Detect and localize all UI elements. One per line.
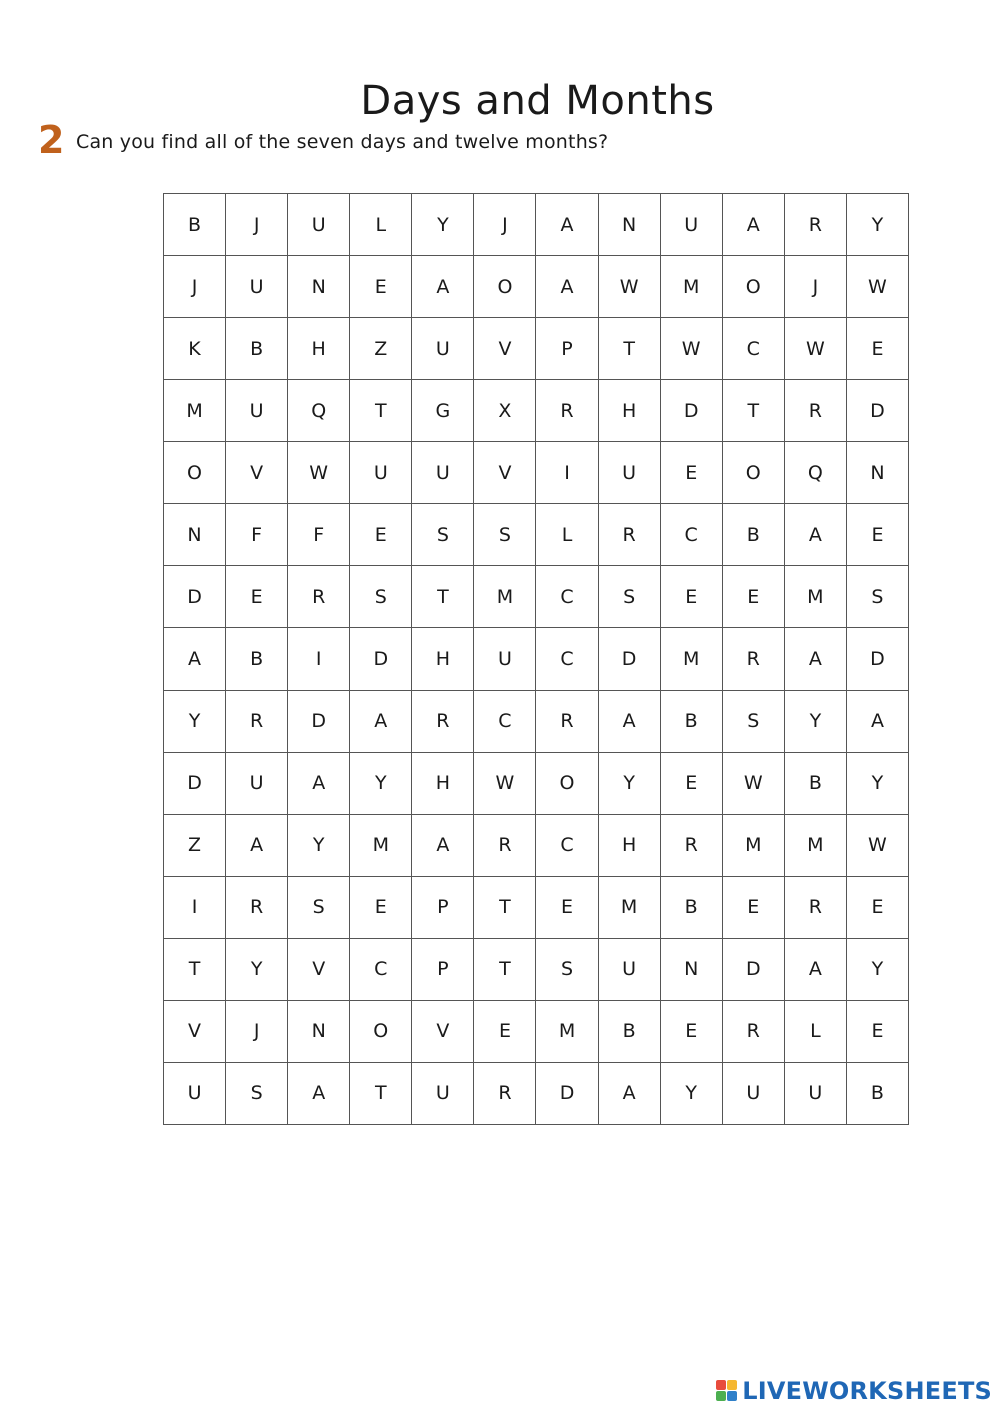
grid-cell[interactable]: U xyxy=(599,442,661,504)
grid-cell[interactable]: B xyxy=(661,877,723,939)
grid-cell[interactable]: P xyxy=(412,877,474,939)
grid-cell[interactable]: E xyxy=(847,1001,909,1063)
grid-cell[interactable]: L xyxy=(785,1001,847,1063)
grid-cell[interactable]: Y xyxy=(288,815,350,877)
grid-cell[interactable]: R xyxy=(226,877,288,939)
grid-cell[interactable]: B xyxy=(164,194,226,256)
grid-cell[interactable]: Z xyxy=(164,815,226,877)
grid-cell[interactable]: M xyxy=(785,815,847,877)
grid-cell[interactable]: I xyxy=(536,442,598,504)
grid-cell[interactable]: W xyxy=(847,256,909,318)
grid-cell[interactable]: A xyxy=(847,691,909,753)
grid-cell[interactable]: F xyxy=(226,504,288,566)
grid-cell[interactable]: A xyxy=(785,504,847,566)
grid-cell[interactable]: U xyxy=(164,1063,226,1125)
grid-cell[interactable]: U xyxy=(412,1063,474,1125)
grid-cell[interactable]: A xyxy=(288,753,350,815)
grid-cell[interactable]: J xyxy=(226,1001,288,1063)
grid-cell[interactable]: V xyxy=(226,442,288,504)
page-title: Days and Months xyxy=(360,78,715,124)
grid-cell[interactable]: U xyxy=(226,753,288,815)
grid-cell[interactable]: K xyxy=(164,318,226,380)
grid-cell[interactable]: O xyxy=(723,442,785,504)
grid-cell[interactable]: D xyxy=(599,628,661,690)
grid-cell[interactable]: Y xyxy=(847,939,909,1001)
grid-cell[interactable]: U xyxy=(661,194,723,256)
grid-cell[interactable]: X xyxy=(474,380,536,442)
grid-cell[interactable]: Q xyxy=(785,442,847,504)
grid-cell[interactable]: T xyxy=(350,380,412,442)
grid-cell[interactable]: N xyxy=(288,256,350,318)
grid-cell[interactable]: P xyxy=(412,939,474,1001)
grid-cell[interactable]: R xyxy=(661,815,723,877)
grid-cell[interactable]: A xyxy=(785,939,847,1001)
grid-cell[interactable]: A xyxy=(536,194,598,256)
grid-cell[interactable]: N xyxy=(288,1001,350,1063)
grid-cell[interactable]: V xyxy=(164,1001,226,1063)
grid-cell[interactable]: R xyxy=(536,691,598,753)
grid-cell[interactable]: Y xyxy=(661,1063,723,1125)
grid-cell[interactable]: W xyxy=(785,318,847,380)
grid-cell[interactable]: B xyxy=(226,318,288,380)
grid-cell[interactable]: O xyxy=(474,256,536,318)
grid-cell[interactable]: J xyxy=(226,194,288,256)
grid-cell[interactable]: M xyxy=(661,256,723,318)
grid-cell[interactable]: R xyxy=(226,691,288,753)
grid-cell[interactable]: V xyxy=(474,442,536,504)
grid-cell[interactable]: M xyxy=(474,566,536,628)
grid-cell[interactable]: B xyxy=(226,628,288,690)
grid-cell[interactable]: H xyxy=(599,380,661,442)
liveworksheets-logo xyxy=(716,1377,992,1405)
grid-cell[interactable]: D xyxy=(164,566,226,628)
grid-cell[interactable]: A xyxy=(723,194,785,256)
grid-cell[interactable]: T xyxy=(474,939,536,1001)
grid-cell[interactable]: Y xyxy=(350,753,412,815)
grid-cell[interactable]: B xyxy=(785,753,847,815)
grid-cell[interactable]: D xyxy=(723,939,785,1001)
grid-cell[interactable]: M xyxy=(164,380,226,442)
grid-cell[interactable]: L xyxy=(350,194,412,256)
grid-cell[interactable]: E xyxy=(661,753,723,815)
grid-cell[interactable]: M xyxy=(599,877,661,939)
grid-cell[interactable]: L xyxy=(536,504,598,566)
grid-cell[interactable]: N xyxy=(164,504,226,566)
grid-cell[interactable]: E xyxy=(723,566,785,628)
grid-cell[interactable]: R xyxy=(536,380,598,442)
grid-cell[interactable]: E xyxy=(350,504,412,566)
grid-cell[interactable]: M xyxy=(536,1001,598,1063)
grid-cell[interactable]: B xyxy=(723,504,785,566)
grid-cell[interactable]: C xyxy=(350,939,412,1001)
grid-cell[interactable]: Y xyxy=(412,194,474,256)
grid-cell[interactable]: D xyxy=(350,628,412,690)
grid-cell[interactable]: E xyxy=(226,566,288,628)
exercise-instruction: Can you find all of the seven days and twelve months? xyxy=(76,131,609,153)
grid-cell[interactable]: Y xyxy=(847,194,909,256)
grid-cell[interactable]: U xyxy=(226,256,288,318)
grid-cell[interactable]: S xyxy=(723,691,785,753)
grid-cell[interactable]: S xyxy=(536,939,598,1001)
grid-cell[interactable]: A xyxy=(536,256,598,318)
grid-cell[interactable]: W xyxy=(288,442,350,504)
grid-cell[interactable]: W xyxy=(723,753,785,815)
grid-cell[interactable]: R xyxy=(723,1001,785,1063)
grid-cell[interactable]: V xyxy=(412,1001,474,1063)
grid-cell[interactable]: C xyxy=(536,566,598,628)
grid-cell[interactable]: N xyxy=(599,194,661,256)
grid-cell[interactable]: U xyxy=(226,380,288,442)
grid-cell[interactable]: E xyxy=(536,877,598,939)
grid-cell[interactable]: R xyxy=(412,691,474,753)
grid-cell[interactable]: A xyxy=(785,628,847,690)
grid-cell[interactable]: M xyxy=(350,815,412,877)
grid-cell[interactable]: O xyxy=(723,256,785,318)
grid-cell[interactable]: V xyxy=(474,318,536,380)
grid-cell[interactable]: D xyxy=(847,380,909,442)
grid-cell[interactable]: U xyxy=(474,628,536,690)
liveworksheets-logo-text: LIVEWORKSHEETS xyxy=(742,1377,992,1405)
grid-cell[interactable]: Y xyxy=(226,939,288,1001)
grid-cell[interactable]: N xyxy=(661,939,723,1001)
grid-cell[interactable]: A xyxy=(599,1063,661,1125)
grid-cell[interactable]: C xyxy=(661,504,723,566)
grid-cell[interactable]: C xyxy=(536,815,598,877)
grid-cell[interactable]: A xyxy=(350,691,412,753)
grid-cell[interactable]: W xyxy=(847,815,909,877)
grid-cell[interactable]: Y xyxy=(599,753,661,815)
grid-cell[interactable]: E xyxy=(350,256,412,318)
grid-cell[interactable]: N xyxy=(847,442,909,504)
grid-cell[interactable]: E xyxy=(847,877,909,939)
grid-cell[interactable]: R xyxy=(785,877,847,939)
grid-cell[interactable]: H xyxy=(412,753,474,815)
grid-cell[interactable]: D xyxy=(847,628,909,690)
grid-cell[interactable]: Y xyxy=(164,691,226,753)
grid-cell[interactable]: E xyxy=(661,1001,723,1063)
grid-cell[interactable]: C xyxy=(474,691,536,753)
grid-cell[interactable]: A xyxy=(226,815,288,877)
grid-cell[interactable]: F xyxy=(288,504,350,566)
grid-cell[interactable]: M xyxy=(661,628,723,690)
grid-cell[interactable]: R xyxy=(785,194,847,256)
grid-cell[interactable]: R xyxy=(288,566,350,628)
grid-cell[interactable]: O xyxy=(536,753,598,815)
grid-cell[interactable]: U xyxy=(785,1063,847,1125)
grid-cell[interactable]: T xyxy=(723,380,785,442)
grid-cell[interactable]: S xyxy=(474,504,536,566)
grid-cell[interactable]: S xyxy=(599,566,661,628)
grid-cell[interactable]: H xyxy=(599,815,661,877)
grid-cell[interactable]: B xyxy=(661,691,723,753)
grid-cell[interactable]: O xyxy=(350,1001,412,1063)
grid-cell[interactable]: S xyxy=(412,504,474,566)
grid-cell[interactable]: R xyxy=(723,628,785,690)
grid-cell[interactable]: B xyxy=(599,1001,661,1063)
grid-cell[interactable]: T xyxy=(412,566,474,628)
grid-cell[interactable]: U xyxy=(599,939,661,1001)
grid-cell[interactable]: U xyxy=(288,194,350,256)
grid-cell[interactable]: G xyxy=(412,380,474,442)
grid-cell[interactable]: U xyxy=(723,1063,785,1125)
grid-cell[interactable]: S xyxy=(288,877,350,939)
grid-cell[interactable]: T xyxy=(350,1063,412,1125)
grid-cell[interactable]: M xyxy=(723,815,785,877)
grid-cell[interactable]: A xyxy=(288,1063,350,1125)
grid-cell[interactable]: D xyxy=(288,691,350,753)
grid-cell[interactable]: H xyxy=(412,628,474,690)
grid-cell[interactable]: I xyxy=(288,628,350,690)
grid-cell[interactable]: J xyxy=(785,256,847,318)
liveworksheets-logo-icon xyxy=(716,1380,738,1402)
grid-cell[interactable]: A xyxy=(412,256,474,318)
grid-cell[interactable]: T xyxy=(599,318,661,380)
grid-cell[interactable]: S xyxy=(350,566,412,628)
grid-cell[interactable]: R xyxy=(785,380,847,442)
grid-cell[interactable]: C xyxy=(723,318,785,380)
grid-cell[interactable]: R xyxy=(474,1063,536,1125)
grid-cell[interactable]: U xyxy=(412,442,474,504)
grid-cell[interactable]: E xyxy=(350,877,412,939)
grid-cell[interactable]: P xyxy=(536,318,598,380)
grid-cell[interactable]: D xyxy=(661,380,723,442)
grid-cell[interactable]: R xyxy=(599,504,661,566)
grid-cell[interactable]: E xyxy=(474,1001,536,1063)
grid-cell[interactable]: U xyxy=(350,442,412,504)
exercise-number: 2 xyxy=(38,118,65,162)
grid-cell[interactable]: W xyxy=(661,318,723,380)
grid-cell[interactable]: T xyxy=(164,939,226,1001)
grid-cell[interactable]: E xyxy=(661,566,723,628)
grid-cell[interactable]: A xyxy=(164,628,226,690)
grid-cell[interactable]: Q xyxy=(288,380,350,442)
grid-cell[interactable]: C xyxy=(536,628,598,690)
grid-cell[interactable]: W xyxy=(474,753,536,815)
grid-cell[interactable]: I xyxy=(164,877,226,939)
grid-cell[interactable]: M xyxy=(785,566,847,628)
grid-cell[interactable]: O xyxy=(164,442,226,504)
grid-cell[interactable]: D xyxy=(164,753,226,815)
grid-cell[interactable]: D xyxy=(536,1063,598,1125)
grid-cell[interactable]: A xyxy=(599,691,661,753)
grid-cell[interactable]: J xyxy=(474,194,536,256)
word-search-grid[interactable] xyxy=(163,193,909,1125)
grid-cell[interactable]: T xyxy=(474,877,536,939)
grid-cell[interactable]: E xyxy=(723,877,785,939)
grid-cell[interactable]: E xyxy=(661,442,723,504)
grid-cell[interactable]: R xyxy=(474,815,536,877)
grid-cell[interactable]: J xyxy=(164,256,226,318)
grid-cell[interactable]: U xyxy=(412,318,474,380)
grid-cell[interactable]: B xyxy=(847,1063,909,1125)
grid-cell[interactable]: S xyxy=(847,566,909,628)
grid-cell[interactable]: S xyxy=(226,1063,288,1125)
grid-cell[interactable]: Y xyxy=(847,753,909,815)
grid-cell[interactable]: A xyxy=(412,815,474,877)
grid-cell[interactable]: Z xyxy=(350,318,412,380)
grid-cell[interactable]: V xyxy=(288,939,350,1001)
grid-cell[interactable]: E xyxy=(847,318,909,380)
grid-cell[interactable]: H xyxy=(288,318,350,380)
grid-cell[interactable]: E xyxy=(847,504,909,566)
grid-cell[interactable]: W xyxy=(599,256,661,318)
grid-cell[interactable]: Y xyxy=(785,691,847,753)
